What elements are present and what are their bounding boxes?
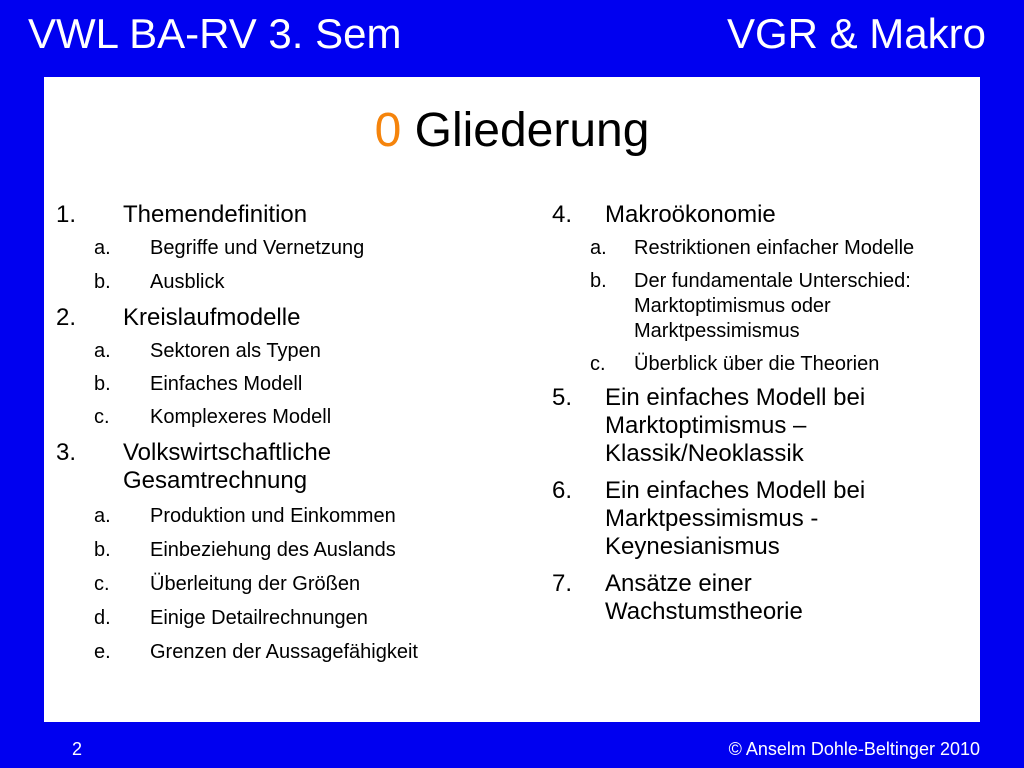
outline-subsection-2b (56, 372, 526, 397)
header-course-title: VWL BA-RV 3. Sem (28, 10, 402, 57)
subsection-label: Sektoren als Typen (150, 340, 321, 362)
subsection-label: Einbeziehung des Auslands (150, 539, 396, 561)
section-label: Ein einfaches Modell bei Marktoptimismus – Klassik/Neoklassik (605, 384, 866, 467)
subsection-marker: c. (590, 353, 606, 375)
subsection-marker: e. (94, 641, 111, 663)
outline-section-1 (56, 201, 526, 229)
slide-title (44, 103, 980, 159)
subsection-label: Produktion und Einkommen (150, 505, 396, 527)
section-label: Themendefinition (123, 201, 308, 228)
outline-section-6 (552, 477, 975, 561)
section-marker: 7. (552, 570, 573, 597)
outline-subsection-4c (552, 352, 972, 377)
section-label: Kreislaufmodelle (123, 304, 301, 331)
section-marker: 6. (552, 477, 573, 504)
outline-subsection-3d (56, 606, 526, 631)
outline-section-5 (552, 384, 975, 468)
outline-section-4 (552, 201, 972, 229)
subsection-label: Überblick über die Theorien (634, 353, 880, 375)
outline-subsection-3a (56, 504, 526, 529)
outline-subsection-3c (56, 572, 526, 597)
subsection-marker: a. (94, 237, 111, 259)
section-marker: 2. (56, 304, 77, 331)
outline-section-7 (552, 570, 895, 626)
outline-section-2 (56, 304, 526, 332)
outline-subsection-2c (56, 405, 526, 430)
section-marker: 5. (552, 384, 573, 411)
slide-title-text: Gliederung (414, 104, 650, 157)
subsection-label: Einfaches Modell (150, 373, 303, 395)
section-label: Ein einfaches Modell bei Marktpessimismus - Keynesianismus (605, 477, 866, 560)
subsection-label: Begriffe und Vernetzung (150, 237, 365, 259)
subsection-marker: b. (94, 271, 111, 293)
page-number: 2 (72, 739, 83, 759)
subsection-marker: b. (590, 270, 607, 292)
outline-subsection-4a (552, 236, 974, 261)
section-marker: 1. (56, 201, 77, 228)
outline-section-3 (56, 439, 453, 495)
outline-subsection-1b (56, 270, 526, 295)
subsection-marker: a. (590, 237, 607, 259)
subsection-label: Komplexeres Modell (150, 406, 332, 428)
copyright-notice: © Anselm Dohle-Beltinger 2010 (728, 739, 980, 759)
subsection-label: Überleitung der Größen (150, 573, 361, 595)
outline-left-column (56, 201, 526, 665)
outline-subsection-3e (56, 640, 430, 665)
outline-subsection-3b (56, 538, 526, 563)
subsection-marker: b. (94, 539, 111, 561)
section-marker: 3. (56, 439, 77, 466)
outline-subsection-2a (56, 339, 526, 364)
section-label: Ansätze einer Wachstumstheorie (605, 570, 803, 625)
outline-right-column (552, 201, 972, 626)
content-panel (44, 77, 980, 722)
header-topic: VGR & Makro (726, 10, 986, 57)
subsection-marker: b. (94, 373, 111, 395)
subsection-marker: c. (94, 573, 110, 595)
subsection-marker: c. (94, 406, 110, 428)
subsection-marker: d. (94, 607, 111, 629)
subsection-label: Einige Detailrechnungen (150, 607, 368, 629)
section-label: Volkswirtschaftliche Gesamtrechnung (123, 439, 332, 494)
outline-subsection-1a (56, 236, 526, 261)
subsection-label: Grenzen der Aussagefähigkeit (150, 641, 418, 663)
subsection-marker: a. (94, 505, 111, 527)
subsection-label: Ausblick (150, 271, 225, 293)
outline-subsection-4b (552, 269, 954, 344)
slide-title-number: 0 (374, 104, 402, 157)
subsection-label: Restriktionen einfacher Modelle (634, 237, 915, 259)
subsection-marker: a. (94, 340, 111, 362)
subsection-label: Der fundamentale Unterschied: Marktoptimismus oder Marktpessimismus (634, 270, 911, 342)
section-label: Makroökonomie (605, 201, 776, 228)
section-marker: 4. (552, 201, 573, 228)
